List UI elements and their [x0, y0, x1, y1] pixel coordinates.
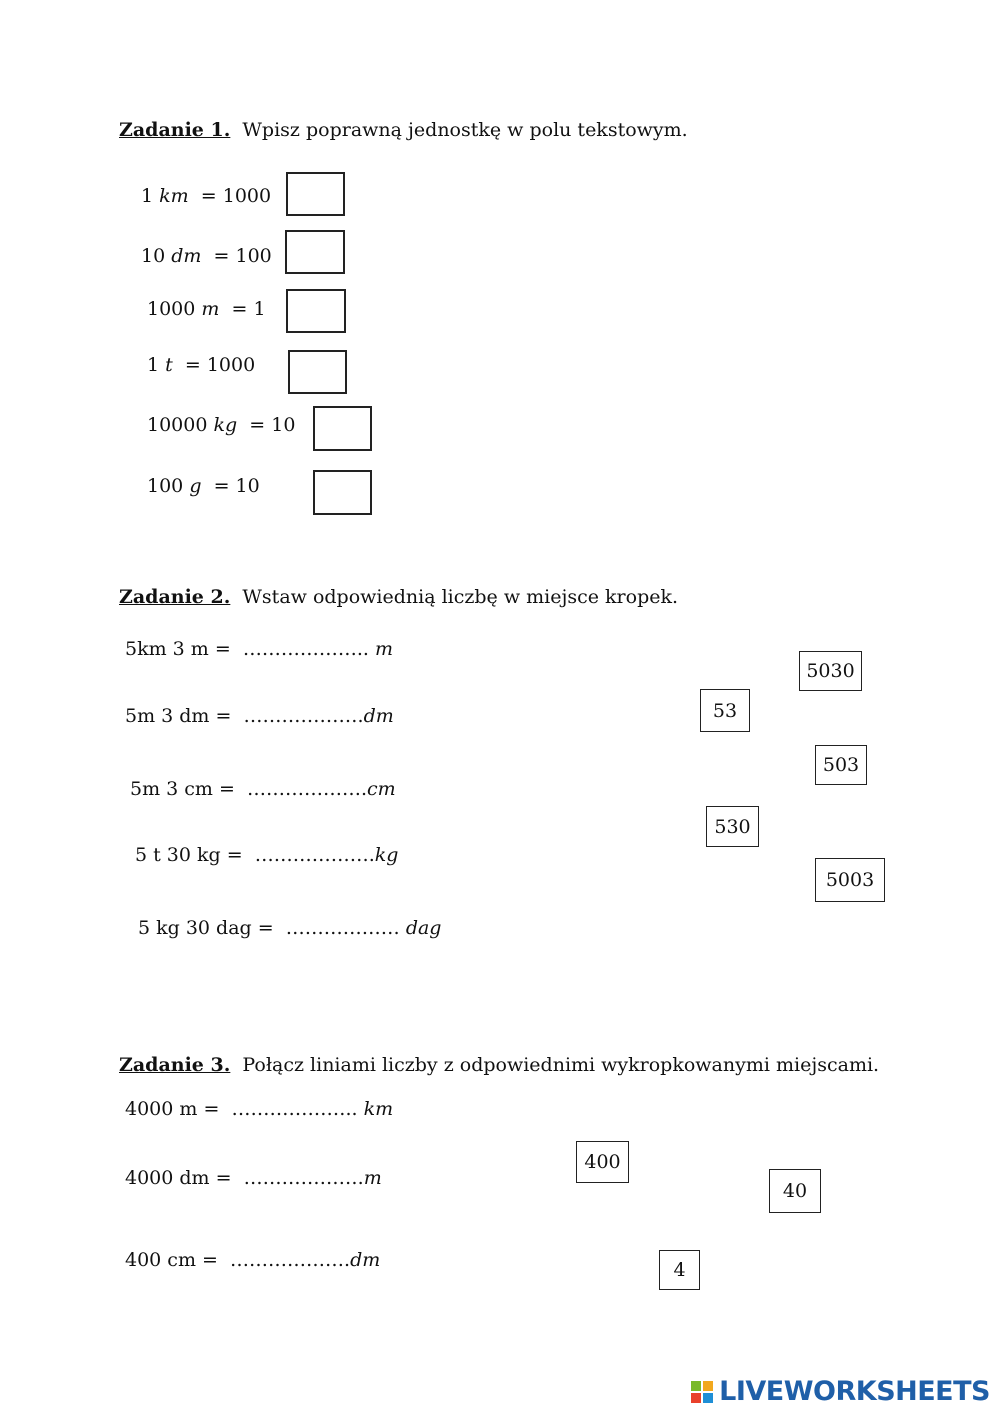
task2-row-2-blank[interactable]: ………………. [243, 705, 364, 727]
logo-square-1 [691, 1381, 701, 1391]
task3-title [119, 1054, 879, 1076]
task3-row-3-expression: 400 cm = [125, 1249, 218, 1271]
task1-answer-box-3[interactable] [286, 289, 346, 333]
task1-row-5-result: = 10 [249, 414, 296, 436]
task2-row-3-blank[interactable]: ………………. [246, 778, 368, 800]
task1-row-4-value: 1 [147, 354, 160, 376]
task2-row-5-expression: 5 kg 30 dag = [138, 917, 274, 939]
task1-row-6-result: = 10 [213, 475, 260, 497]
task3-row-1-expression: 4000 m = [125, 1098, 220, 1120]
task1-row-4-unit: t [165, 354, 173, 376]
task2-tile-503[interactable]: 503 [815, 745, 867, 785]
task3-label: Zadanie 3. [119, 1054, 231, 1076]
task1-row-5 [147, 414, 295, 436]
task3-row-1-unit: km [363, 1098, 394, 1120]
task2-tile-53[interactable]: 53 [700, 689, 750, 732]
task1-row-3 [147, 298, 266, 320]
task2-tile-530[interactable]: 530 [706, 806, 759, 847]
task2-row-4 [135, 844, 398, 866]
task2-tile-5003[interactable]: 5003 [815, 858, 885, 902]
task2-row-3-unit: cm [367, 778, 396, 800]
task1-row-6 [147, 475, 260, 497]
task1-row-4 [147, 354, 255, 376]
task1-row-6-value: 100 [147, 475, 184, 497]
task1-title [119, 119, 688, 141]
task1-row-2 [141, 245, 272, 267]
task1-answer-box-1[interactable] [286, 172, 345, 216]
task1-label: Zadanie 1. [119, 119, 231, 141]
task3-row-1-blank[interactable]: ……………….. [231, 1098, 364, 1120]
task1-row-6-unit: g [189, 475, 202, 497]
task1-row-2-value: 10 [141, 245, 166, 267]
task3-row-2-blank[interactable]: ………………. [243, 1167, 364, 1189]
task2-row-2 [125, 705, 394, 727]
task2-row-1 [125, 638, 393, 660]
task2-row-5-unit: dag [405, 917, 442, 939]
logo-square-2 [703, 1381, 713, 1391]
task3-instruction: Połącz liniami liczby z odpowiednimi wykropkowanymi miejscami. [242, 1054, 880, 1076]
task1-answer-box-5[interactable] [313, 406, 372, 451]
task3-tile-400[interactable]: 400 [576, 1141, 629, 1183]
task2-row-2-expression: 5m 3 dm = [125, 705, 232, 727]
task1-answer-box-2[interactable] [285, 230, 345, 274]
liveworksheets-logo-text: LIVEWORKSHEETS [719, 1376, 990, 1407]
task1-row-2-unit: dm [171, 245, 202, 267]
task3-row-1 [125, 1098, 393, 1120]
task3-row-3 [125, 1249, 380, 1271]
task1-row-1-result: = 1000 [200, 185, 272, 207]
task1-answer-box-4[interactable] [288, 350, 347, 394]
logo-square-3 [691, 1393, 701, 1403]
task3-tile-40[interactable]: 40 [769, 1169, 821, 1213]
task1-row-3-result: = 1 [231, 298, 266, 320]
task2-row-4-blank[interactable]: ………………. [254, 844, 375, 866]
task2-tile-5030[interactable]: 5030 [799, 651, 862, 691]
task2-row-5 [138, 917, 441, 939]
task3-tile-4[interactable]: 4 [659, 1250, 700, 1290]
task3-row-3-unit: dm [350, 1249, 381, 1271]
liveworksheets-logo [691, 1376, 990, 1407]
task1-row-5-unit: kg [213, 414, 238, 436]
task2-row-4-expression: 5 t 30 kg = [135, 844, 243, 866]
liveworksheets-logo-icon [691, 1381, 713, 1403]
task1-row-2-result: = 100 [213, 245, 272, 267]
task1-row-1-value: 1 [141, 185, 154, 207]
task1-answer-box-6[interactable] [313, 470, 372, 515]
logo-square-4 [703, 1393, 713, 1403]
task2-row-3-expression: 5m 3 cm = [130, 778, 235, 800]
task3-row-2 [125, 1167, 382, 1189]
task2-instruction: Wstaw odpowiednią liczbę w miejsce kropek. [242, 586, 679, 608]
task1-row-4-result: = 1000 [184, 354, 256, 376]
task1-row-1 [141, 185, 271, 207]
task3-row-2-expression: 4000 dm = [125, 1167, 232, 1189]
task1-row-5-value: 10000 [147, 414, 208, 436]
task3-row-2-unit: m [363, 1167, 382, 1189]
task2-title [119, 586, 678, 608]
task2-row-2-unit: dm [363, 705, 394, 727]
task2-row-5-blank[interactable]: ……………… [285, 917, 406, 939]
task2-row-1-unit: m [374, 638, 394, 660]
task1-row-3-unit: m [201, 298, 220, 320]
task3-row-3-blank[interactable]: ………………. [230, 1249, 351, 1271]
task1-instruction: Wpisz poprawną jednostkę w polu tekstowym. [242, 119, 688, 141]
task1-row-1-unit: km [159, 185, 189, 207]
task2-row-4-unit: kg [374, 844, 399, 866]
task2-row-1-expression: 5km 3 m = [125, 638, 231, 660]
task2-row-3 [130, 778, 396, 800]
task2-row-1-blank[interactable]: ……………….. [242, 638, 375, 660]
task2-label: Zadanie 2. [119, 586, 231, 608]
task1-row-3-value: 1000 [147, 298, 196, 320]
